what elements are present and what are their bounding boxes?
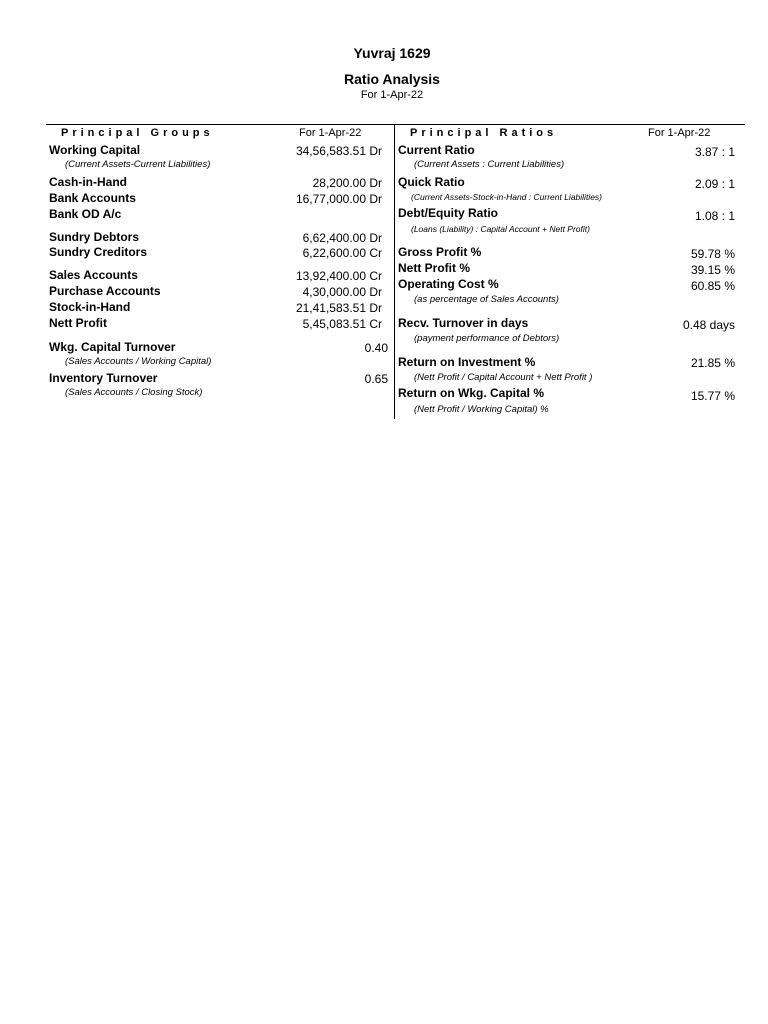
wkg-capital-turnover-note: (Sales Accounts / Working Capital) — [65, 356, 212, 367]
inventory-turnover-note: (Sales Accounts / Closing Stock) — [65, 387, 203, 398]
cash-in-hand-label: Cash-in-Hand — [49, 175, 127, 189]
sales-accounts-value: 13,92,400.00 Cr — [295, 269, 382, 283]
principal-ratios-heading: Principal Ratios — [410, 127, 558, 139]
recv-turnover-label: Recv. Turnover in days — [398, 316, 529, 330]
return-on-investment-value: 21.85 % — [690, 356, 735, 370]
quick-ratio-note: (Current Assets-Stock-in-Hand : Current Liabilities) — [411, 192, 602, 202]
operating-cost-value: 60.85 % — [690, 279, 735, 293]
inventory-turnover-value: 0.65 — [364, 372, 388, 386]
groups-date-heading: For 1-Apr-22 — [299, 127, 362, 139]
return-on-wkg-capital-value: 15.77 % — [690, 389, 735, 403]
quick-ratio-label: Quick Ratio — [398, 175, 465, 189]
debt-equity-note: (Loans (Liability) : Capital Account + Nett Profit) — [411, 224, 590, 234]
debt-equity-label: Debt/Equity Ratio — [398, 206, 499, 220]
sundry-debtors-label: Sundry Debtors — [49, 230, 140, 244]
nett-profit-value: 5,45,083.51 Cr — [302, 317, 382, 331]
return-on-wkg-capital-label: Return on Wkg. Capital % — [398, 386, 545, 400]
company-name: Yuvraj 1629 — [353, 45, 431, 61]
working-capital-value: 34,56,583.51 Dr — [295, 144, 382, 158]
nett-profit-label: Nett Profit — [49, 316, 107, 330]
gross-profit-label: Gross Profit % — [398, 245, 482, 259]
recv-turnover-value: 0.48 days — [682, 318, 735, 332]
ratios-date-heading: For 1-Apr-22 — [648, 127, 711, 139]
debt-equity-value: 1.08 : 1 — [694, 209, 735, 223]
return-on-investment-note: (Nett Profit / Capital Account + Nett Profit ) — [414, 372, 593, 383]
gross-profit-value: 59.78 % — [690, 247, 735, 261]
bank-od-label: Bank OD A/c — [49, 207, 122, 221]
sundry-creditors-value: 6,22,600.00 Cr — [302, 246, 382, 260]
purchase-accounts-value: 4,30,000.00 Dr — [302, 285, 382, 299]
return-on-investment-label: Return on Investment % — [398, 355, 536, 369]
quick-ratio-value: 2.09 : 1 — [694, 177, 735, 191]
inventory-turnover-label: Inventory Turnover — [49, 371, 158, 385]
report-title: Ratio Analysis — [344, 71, 440, 87]
principal-groups-heading: Principal Groups — [61, 127, 214, 139]
sundry-debtors-value: 6,62,400.00 Dr — [302, 231, 382, 245]
bank-accounts-value: 16,77,000.00 Dr — [295, 192, 382, 206]
nett-profit-pct-label: Nett Profit % — [398, 261, 470, 275]
stock-in-hand-value: 21,41,583.51 Dr — [295, 301, 382, 315]
return-on-wkg-capital-note: (Nett Profit / Working Capital) % — [414, 404, 549, 415]
stock-in-hand-label: Stock-in-Hand — [49, 300, 131, 314]
sundry-creditors-label: Sundry Creditors — [49, 245, 148, 259]
cash-in-hand-value: 28,200.00 Dr — [312, 176, 382, 190]
current-ratio-label: Current Ratio — [398, 143, 475, 157]
working-capital-label: Working Capital — [49, 143, 141, 157]
recv-turnover-note: (payment performance of Debtors) — [414, 333, 560, 344]
bank-accounts-label: Bank Accounts — [49, 191, 136, 205]
working-capital-note: (Current Assets-Current Liabilities) — [65, 159, 211, 170]
operating-cost-note: (as percentage of Sales Accounts) — [414, 294, 559, 305]
current-ratio-note: (Current Assets : Current Liabilities) — [414, 159, 565, 170]
operating-cost-label: Operating Cost % — [398, 277, 499, 291]
column-divider — [394, 124, 395, 419]
current-ratio-value: 3.87 : 1 — [694, 145, 735, 159]
report-date: For 1-Apr-22 — [360, 89, 424, 101]
header-rule — [46, 124, 745, 125]
nett-profit-pct-value: 39.15 % — [690, 263, 735, 277]
sales-accounts-label: Sales Accounts — [49, 268, 138, 282]
wkg-capital-turnover-value: 0.40 — [364, 341, 388, 355]
wkg-capital-turnover-label: Wkg. Capital Turnover — [49, 340, 176, 354]
purchase-accounts-label: Purchase Accounts — [49, 284, 161, 298]
